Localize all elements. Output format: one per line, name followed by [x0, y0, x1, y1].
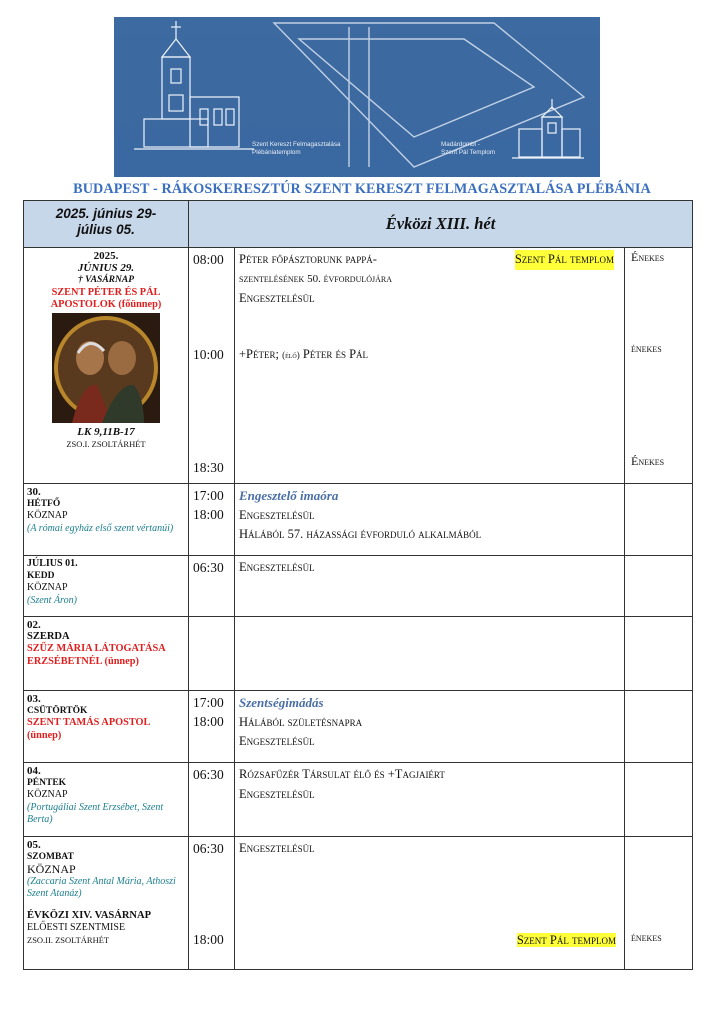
location-badge: Szent Pál templom: [515, 250, 614, 270]
schedule-table: [23, 200, 693, 970]
banner-caption-right: [441, 141, 495, 157]
day-type: KÖZNAP: [27, 582, 68, 594]
mass-time: 10:00: [193, 347, 224, 362]
mass-intention: szentelésének 50. évfordulójára: [239, 272, 393, 285]
table-row: [24, 248, 693, 484]
intentions-cell: [235, 484, 625, 556]
day-cell-friday: [24, 763, 189, 837]
day-name: † VASÁRNAP: [77, 275, 135, 286]
day-cell-sunday: [24, 248, 189, 484]
day-name: SZERDA: [27, 631, 70, 643]
day-cell-wednesday: [24, 617, 189, 691]
intentions-cell: [235, 763, 625, 837]
singer-cell: [625, 837, 693, 970]
feast-label: SZŰZ MÁRIA LÁTOGATÁSA ERZSÉBETNÉL (ünnep): [27, 643, 166, 667]
caption-right-line2: Szent Pál Templom: [441, 149, 496, 156]
week-range-line2: július 05.: [77, 222, 135, 237]
caption-left-line1: Szent Kereszt Felmagasztalása: [252, 141, 341, 148]
date-label: JÚLIUS 01.: [27, 558, 78, 569]
singer-cell: [625, 763, 693, 837]
singer-label: énekes: [631, 930, 662, 944]
mass-time: 18:00: [193, 714, 224, 729]
mass-intention: Engesztelésül: [239, 734, 315, 748]
times-cell: [189, 617, 235, 691]
parish-title: BUDAPEST - RÁKOSKERESZTÚR SZENT KERESZT FELMAGASZTALÁSA PLÉBÁNIA: [73, 181, 651, 197]
table-row: [24, 763, 693, 837]
day-name: SZOMBAT: [27, 852, 74, 863]
saint-label: (Zaccaria Szent Antal Mária, Athoszi Szent Atanáz): [27, 875, 176, 899]
date-label: JÚNIUS 29.: [77, 262, 135, 275]
mass-time: 06:30: [193, 560, 224, 575]
day-cell-monday: [24, 484, 189, 556]
mass-intention: Péter és Pál: [299, 346, 369, 361]
church-line-art-icon: [114, 17, 600, 177]
singer-cell: [625, 617, 693, 691]
day-type: KÖZNAP: [27, 862, 76, 877]
intentions-cell: [235, 248, 625, 484]
caption-right-line1: Madárdombi -: [441, 141, 480, 148]
mass-intention: Engesztelésül: [239, 841, 315, 855]
times-cell: [189, 556, 235, 617]
date-label: 02.: [27, 619, 41, 631]
singer-label: Énekes: [631, 454, 665, 468]
day-cell-saturday: [24, 837, 189, 970]
feast-label: SZENT PÉTER ÉS PÁL APOSTOLOK (főünnep): [50, 286, 162, 310]
date-label: 03.: [27, 693, 41, 705]
mass-time: 17:00: [193, 488, 224, 503]
singer-cell: [625, 691, 693, 763]
mass-intention: Engesztelésül: [239, 786, 315, 801]
day-name: HÉTFŐ: [27, 499, 61, 510]
times-cell: [189, 484, 235, 556]
times-cell: [189, 691, 235, 763]
gospel-reading: LK 9,11B-17: [77, 426, 135, 439]
event-title: Szentségimádás: [239, 695, 324, 710]
mass-intention: Hálából születésnapra: [239, 714, 363, 729]
day-name: PÉNTEK: [27, 778, 67, 789]
mass-intention: Hálából 57. házassági évforduló alkalmából: [239, 527, 482, 541]
day-cell-tuesday: [24, 556, 189, 617]
singer-cell: [625, 484, 693, 556]
saint-label: (Szent Áron): [27, 594, 77, 606]
singer-cell: [625, 556, 693, 617]
apostles-icon: [52, 313, 160, 423]
vigil-label: ELŐESTI SZENTMISE: [27, 922, 126, 934]
mass-intention: Rózsafűzér Társulat élő és +Tagjaiért: [239, 767, 445, 781]
date-label: 04.: [27, 765, 41, 777]
day-name: CSÜTÖRTÖK: [27, 706, 88, 717]
mass-time: 17:00: [193, 695, 224, 710]
mass-intention: Engesztelésül: [239, 507, 315, 522]
week-range: [24, 201, 189, 248]
mass-intention: Engesztelésül: [239, 291, 315, 305]
times-cell: [189, 248, 235, 484]
year-label: 2025.: [93, 250, 119, 262]
day-name: KEDD: [27, 571, 55, 582]
feast-label: SZENT TAMÁS APOSTOL (ünnep): [27, 717, 150, 741]
singer-cell: [625, 248, 693, 484]
table-row: [24, 617, 693, 691]
mass-time: 06:30: [193, 767, 224, 782]
day-type: KÖZNAP: [27, 789, 68, 801]
header-row: [24, 201, 693, 248]
day-cell-thursday: [24, 691, 189, 763]
week-range-line1: 2025. június 29-: [55, 206, 157, 221]
times-cell: [189, 837, 235, 970]
banner-caption-left: [252, 141, 341, 157]
intentions-cell: [235, 837, 625, 970]
saint-label: (Portugáliai Szent Erzsébet, Szent Berta): [27, 801, 164, 825]
table-row: [24, 484, 693, 556]
date-label: 05.: [27, 839, 41, 851]
times-cell: [189, 763, 235, 837]
caption-left-line2: Plébániatemplom: [252, 149, 301, 156]
table-row: [24, 837, 693, 970]
intentions-cell: [235, 617, 625, 691]
mass-intention: Péter főpásztorunk pappá-: [239, 252, 377, 266]
mass-time: 18:00: [193, 932, 224, 947]
date-label: 30.: [27, 486, 41, 498]
living-note: (élő): [282, 349, 300, 360]
mass-time: 18:30: [193, 460, 224, 475]
psalter-week: ZSO.II. ZSOLTÁRHÉT: [27, 935, 110, 946]
location-badge: Szent Pál templom: [516, 932, 616, 947]
saint-label: (A római egyház első szent vértanúi): [27, 522, 174, 534]
vigil-title: ÉVKÖZI XIV. VASÁRNAP: [27, 910, 151, 922]
table-row: [24, 556, 693, 617]
header-banner: [114, 17, 600, 177]
mass-time: 06:30: [193, 841, 224, 856]
singer-label: énekes: [631, 341, 662, 355]
table-row: [24, 691, 693, 763]
week-title: Évközi XIII. hét: [189, 201, 693, 248]
mass-time: 18:00: [193, 507, 224, 522]
intentions-cell: [235, 556, 625, 617]
mass-intention: Engesztelésül: [239, 560, 315, 574]
event-title: Engesztelő imaóra: [239, 488, 339, 503]
intentions-cell: [235, 691, 625, 763]
singer-label: Énekes: [631, 250, 665, 264]
mass-intention: +Péter;: [239, 346, 283, 361]
psalter-week: ZSO.I. ZSOLTÁRHÉT: [66, 439, 146, 450]
day-type: KÖZNAP: [27, 510, 68, 522]
mass-time: 08:00: [193, 252, 224, 267]
